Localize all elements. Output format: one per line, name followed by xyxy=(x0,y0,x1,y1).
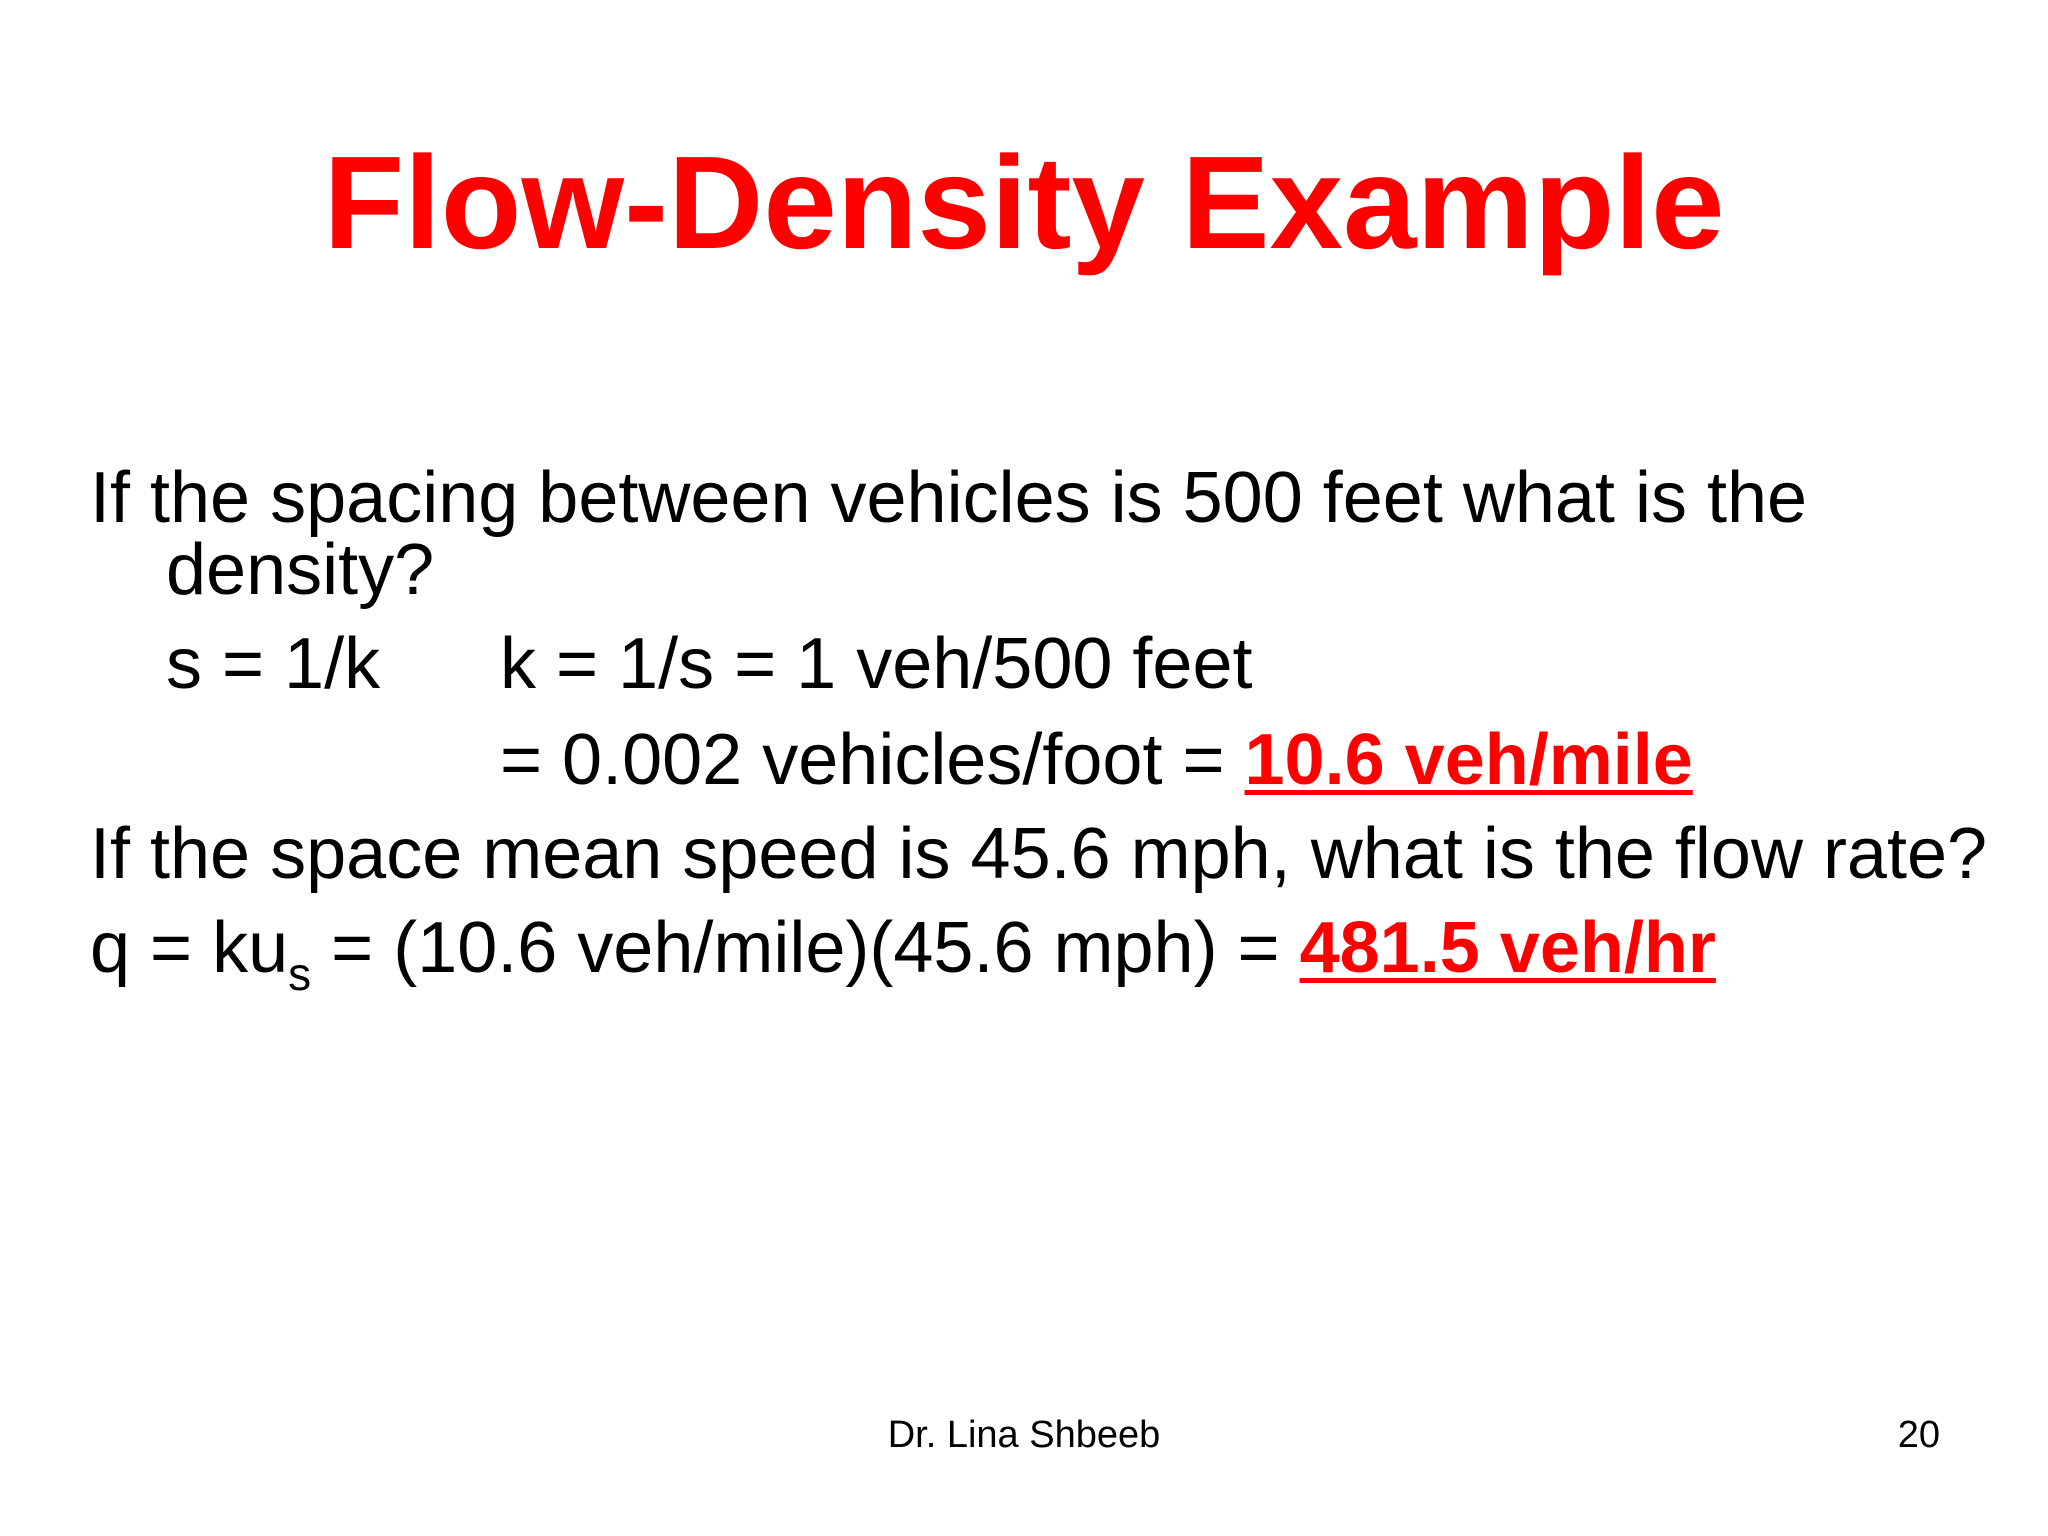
density-line xyxy=(500,718,1693,802)
flow-calc: = (10.6 veh/mile)(45.6 mph) = xyxy=(311,908,1300,988)
page-number: 20 xyxy=(1897,1414,1940,1456)
flow-subscript: s xyxy=(288,948,312,1000)
flow-prefix: q = ku xyxy=(90,908,289,988)
footer-author: Dr. Lina Shbeeb xyxy=(887,1414,1161,1456)
question-1-line-2: density? xyxy=(166,530,435,610)
flow-equation xyxy=(90,906,1716,1000)
slide-title: Flow-Density Example xyxy=(323,129,1725,276)
density-conversion: = 0.002 vehicles/foot = xyxy=(500,720,1245,800)
question-2: If the space mean speed is 45.6 mph, what is the flow rate? xyxy=(90,814,1988,894)
question-1-line-1: If the spacing between vehicles is 500 feet what is the xyxy=(90,458,1808,538)
density-answer: 10.6 veh/mile xyxy=(1244,720,1693,800)
flow-answer: 481.5 veh/hr xyxy=(1299,908,1716,988)
formula-s: s = 1/k xyxy=(166,624,381,704)
formula-k: k = 1/s = 1 veh/500 feet xyxy=(500,624,1253,704)
